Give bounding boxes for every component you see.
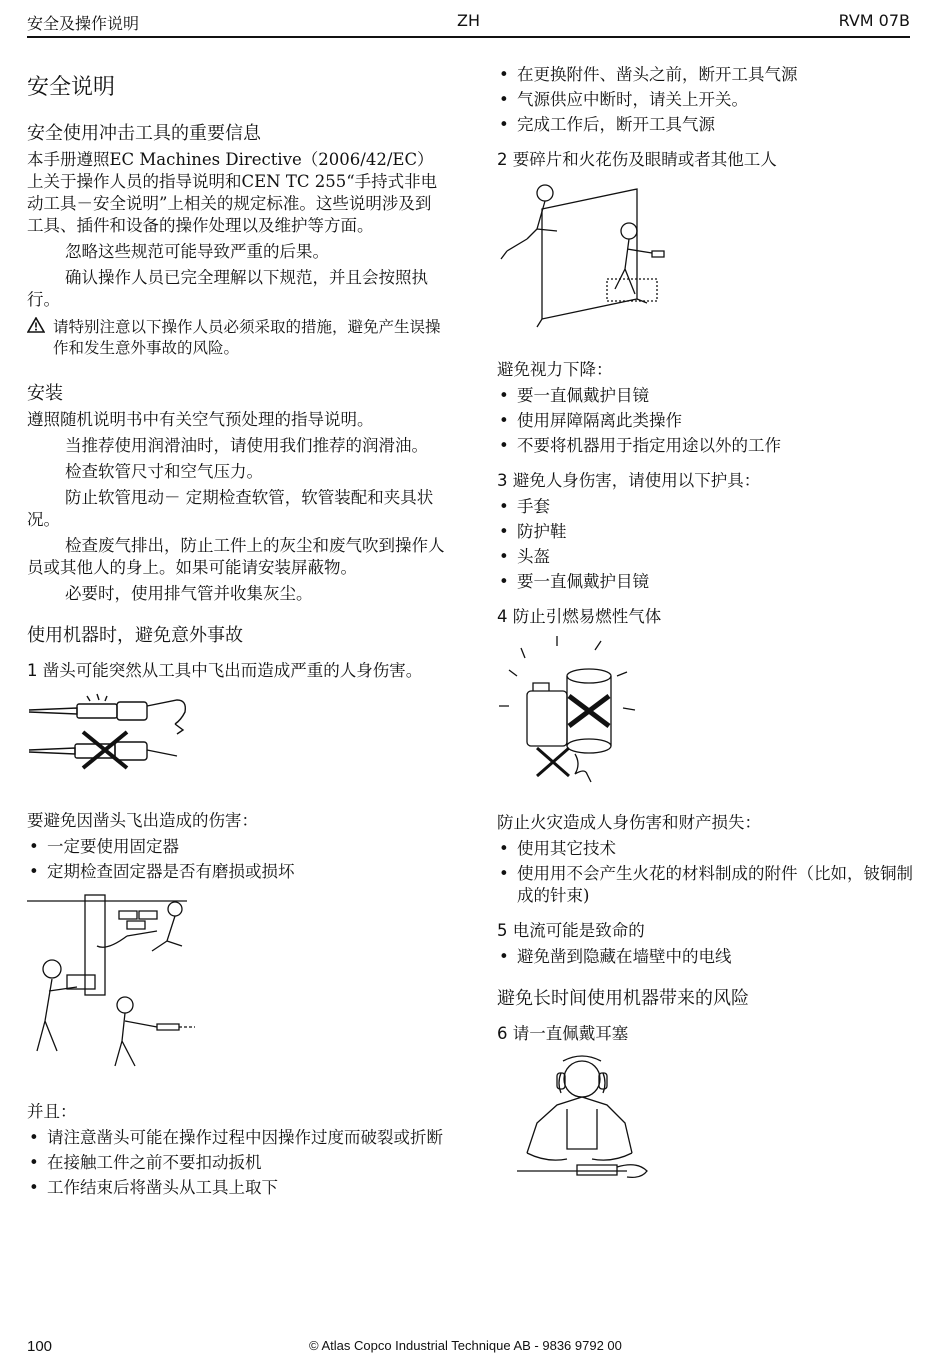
warning-triangle-icon <box>27 317 53 359</box>
item2-heading: 2 要碎片和火花伤及眼睛或者其他工人 <box>497 150 777 169</box>
item2-intro: 避免视力下降： <box>497 360 613 379</box>
important-info-heading: 安全使用冲击工具的重要信息 <box>27 123 261 144</box>
list-item: • 一定要使用固定器 <box>29 837 179 856</box>
warning-note <box>27 317 447 359</box>
list-item: • 气源供应中断时，请关上开关。 <box>499 90 748 109</box>
item1-heading: 1 凿头可能突然从工具中飞出而造成严重的人身伤害。 <box>27 661 423 680</box>
section-title: 安全说明 <box>27 75 116 100</box>
list-item: • 防护鞋 <box>499 522 567 541</box>
install-exhaust: 检查废气排出，防止工件上的灰尘和废气吹到操作人员或其他人的身上。如果可能请安装屏蔽物。 <box>27 536 445 577</box>
intro-consequence: 忽略这些规范可能导致严重的后果。 <box>65 242 329 261</box>
copyright: © Atlas Copco Industrial Technique AB - 9836 9792 00 <box>309 1338 622 1353</box>
warning-text: 请特别注意以下操作人员必须采取的措施，避免产生误操作和发生意外事故的风险。 <box>53 318 441 357</box>
list-item: • 使用屏障隔离此类操作 <box>499 411 682 430</box>
left-column <box>27 64 447 1203</box>
item2-list <box>497 385 917 457</box>
header-model: RVM 07B <box>838 11 910 30</box>
flammable-gas-illustration <box>497 636 917 790</box>
install-hose-size: 检查软管尺寸和空气压力。 <box>65 462 263 481</box>
right-column <box>497 64 917 1197</box>
install-lubricant: 当推荐使用润滑油时，请使用我们推荐的润滑油。 <box>65 436 428 455</box>
air-supply-list <box>497 64 917 136</box>
page-number: 100 <box>27 1338 53 1355</box>
list-item: • 不要将机器用于指定用途以外的工作 <box>499 436 781 455</box>
item1-also: 并且： <box>27 1102 77 1121</box>
barrier-workers-illustration <box>497 179 917 333</box>
item6-heading: 6 请一直佩戴耳塞 <box>497 1024 629 1043</box>
intro-confirm: 确认操作人员已完全理解以下规范，并且会按照执行。 <box>27 268 428 309</box>
install-heading: 安装 <box>27 383 63 404</box>
item1-list <box>27 836 447 883</box>
list-item: • 要一直佩戴护目镜 <box>499 572 649 591</box>
list-item: • 要一直佩戴护目镜 <box>499 386 649 405</box>
header-language: ZH <box>457 11 480 30</box>
item4-list <box>497 838 917 907</box>
list-item: • 在更换附件、凿头之前，断开工具气源 <box>499 65 798 84</box>
workers-chiseling-illustration <box>27 891 447 1075</box>
item1-list-2 <box>27 1127 447 1199</box>
item5-list <box>497 946 917 968</box>
list-item: • 手套 <box>499 497 550 516</box>
list-item: • 在接触工件之前不要扣动扳机 <box>29 1153 262 1172</box>
list-item: • 使用其它技术 <box>499 839 616 858</box>
list-item: • 使用用不会产生火花的材料制成的附件（比如，铍铜制成的针束) <box>499 864 913 905</box>
list-item: • 工作结束后将凿头从工具上取下 <box>29 1178 278 1197</box>
item3-list <box>497 496 917 593</box>
list-item: • 定期检查固定器是否有磨损或损坏 <box>29 862 295 881</box>
install-dust: 必要时，使用排气管并收集灰尘。 <box>65 584 313 603</box>
list-item: • 头盔 <box>499 547 550 566</box>
item5-heading: 5 电流可能是致命的 <box>497 921 645 940</box>
item4-heading: 4 防止引燃易燃性气体 <box>497 607 662 626</box>
list-item: • 完成工作后，断开工具气源 <box>499 115 715 134</box>
install-hose-whip: 防止软管甩动－ 定期检查软管，软管装配和夹具状况。 <box>27 488 434 529</box>
chisel-retainer-illustration <box>27 690 447 784</box>
list-item: • 请注意凿头可能在操作过程中因操作过度而破裂或折断 <box>29 1128 443 1147</box>
accident-heading: 使用机器时，避免意外事故 <box>27 625 243 646</box>
item1-intro: 要避免因凿头飞出造成的伤害： <box>27 811 258 830</box>
header-title: 安全及操作说明 <box>27 14 140 33</box>
list-item: • 避免凿到隐藏在墙壁中的电线 <box>499 947 732 966</box>
install-air-treatment: 遵照随机说明书中有关空气预处理的指导说明。 <box>27 410 374 429</box>
item4-intro: 防止火灾造成人身伤害和财产损失： <box>497 813 761 832</box>
item3-heading: 3 避免人身伤害，请使用以下护具： <box>497 471 761 490</box>
intro-paragraph: 本手册遵照EC Machines Directive（2006/42/EC）上关于操作人员的指导说明和CEN TC 255“手持式非电动工具－安全说明”上相关的规定标准。这些说明涉及到工具、插件和设备的操作处理以及维护等方面。 <box>27 150 438 235</box>
page-header <box>27 8 910 38</box>
long-use-heading: 避免长时间使用机器带来的风险 <box>497 988 749 1009</box>
ear-protection-illustration <box>497 1053 917 1187</box>
